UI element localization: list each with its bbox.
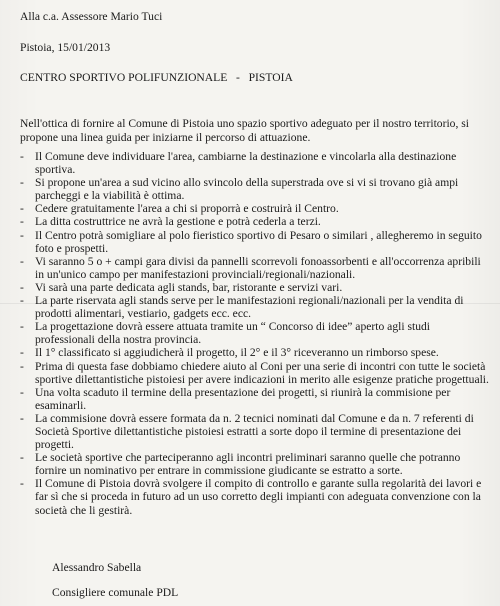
intro-paragraph: Nell'ottica di fornire al Comune di Pistoia uno spazio sportivo adeguato per il nostro territorio, si propone una linea guida per iniziarne il percorso di attuazione. bbox=[20, 117, 470, 144]
list-dash: - bbox=[20, 294, 24, 308]
proposal-list bbox=[0, 150, 500, 517]
list-item-text: Il Comune deve individuare l'area, cambiarne la destinazione e vincolarla alla destinazione sportiva. bbox=[35, 150, 457, 177]
list-item bbox=[0, 360, 500, 386]
list-item-text: Il Centro potrà somigliare al polo fieristico sportivo di Pesaro o similari , allegheremo in seguito foto e prospetti. bbox=[35, 228, 482, 255]
list-dash: - bbox=[20, 411, 24, 425]
list-dash: - bbox=[20, 150, 24, 163]
list-dash: - bbox=[20, 215, 24, 229]
list-dash: - bbox=[20, 202, 24, 216]
list-dash: - bbox=[20, 228, 24, 242]
list-item bbox=[0, 176, 500, 202]
list-item-text: La progettazione dovrà essere attuata tramite un “ Concorso di idee” aperto agli studi professionali della nostra provincia. bbox=[35, 320, 431, 347]
list-item bbox=[0, 346, 500, 359]
list-item bbox=[0, 412, 500, 451]
list-item-text: Si propone un'area a sud vicino allo svincolo della superstrada ove si vi si trovano già ampi parcheggi e la viabilità è ottima. bbox=[35, 176, 459, 203]
list-item bbox=[0, 215, 500, 228]
list-item-text: La parte riservata agli stands serve per le manifestazioni regionali/nazionali per la vendita di prodotti alimentari, vestiario, gadgets ecc. ecc. bbox=[35, 294, 464, 321]
list-item bbox=[0, 150, 500, 176]
list-item-text: Il Comune di Pistoia dovrà svolgere il compito di controllo e garante sulla regolarità dei lavori e far sì che si proceda in futuro ad un uso corretto degli impianti con adeguata convenzione con la società che li gestirà. bbox=[35, 477, 482, 517]
list-item-text: Prima di questa fase dobbiamo chiedere aiuto al Coni per una serie di incontri con tutte le società sportive dilettantistiche pistoiesi per avere indicazioni in merito alle esigenze pratiche progettuali. bbox=[35, 359, 489, 386]
list-item bbox=[0, 229, 500, 255]
list-dash: - bbox=[20, 451, 24, 465]
list-item-text: Cedere gratuitamente l'area a chi si proporrà e costruirà il Centro. bbox=[35, 202, 339, 216]
list-item-text: Le società sportive che parteciperanno agli incontri preliminari saranno quelle che potranno fornire un nominativo per entrare in commissione giudicante se estratto a sorte. bbox=[35, 451, 461, 478]
list-dash: - bbox=[20, 176, 24, 190]
list-item-text: Una volta scaduto il termine della presentazione dei progetti, si riunirà la commisione per esaminarli. bbox=[35, 385, 451, 412]
list-dash: - bbox=[20, 385, 24, 399]
list-dash: - bbox=[20, 477, 24, 491]
place-date: Pistoia, 15/01/2013 bbox=[20, 41, 111, 54]
list-item bbox=[0, 202, 500, 215]
list-item bbox=[0, 320, 500, 346]
list-item bbox=[0, 294, 500, 320]
list-item-text: Vi sarà una parte dedicata agli stands, bar, ristorante e servizi vari. bbox=[35, 280, 343, 294]
addressee: Alla c.a. Assessore Mario Tuci bbox=[20, 10, 163, 23]
list-item bbox=[0, 386, 500, 412]
list-dash: - bbox=[20, 320, 24, 334]
list-item-text: Vi saranno 5 o + campi gara divisi da pannelli scorrevoli fonoassorbenti e all'occorrenza apribili in un'unico campo per manifestazioni provinciali/regionali/nazionali. bbox=[35, 254, 481, 281]
list-item bbox=[0, 451, 500, 477]
list-dash: - bbox=[20, 254, 24, 268]
list-item bbox=[0, 255, 500, 281]
list-dash: - bbox=[20, 280, 24, 294]
subject-title: CENTRO SPORTIVO POLIFUNZIONALE - PISTOIA bbox=[20, 71, 293, 84]
list-item-text: La ditta costruttrice ne avrà la gestione e potrà cederla a terzi. bbox=[35, 215, 321, 229]
list-dash: - bbox=[20, 359, 24, 373]
list-item bbox=[0, 477, 500, 516]
list-dash: - bbox=[20, 346, 24, 360]
signature-name: Alessandro Sabella bbox=[52, 561, 142, 574]
list-item bbox=[0, 281, 500, 294]
list-item-text: Il 1° classificato si aggiudicherà il progetto, il 2° e il 3° riceveranno un rimborso spese. bbox=[35, 346, 439, 360]
list-item-text: La commisione dovrà essere formata da n. 2 tecnici nominati dal Comune e da n. 7 referenti di Società Sportive dilettantistiche pistoiesi estratti a sorte dopo il termine di presentazione dei progetti. bbox=[35, 411, 474, 452]
signature-role: Consigliere comunale PDL bbox=[52, 586, 179, 599]
